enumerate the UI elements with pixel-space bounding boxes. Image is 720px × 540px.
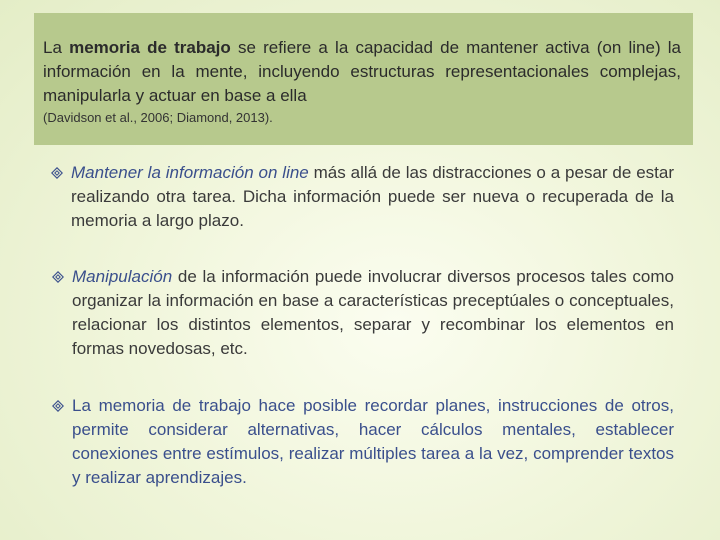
definition-term: memoria de trabajo — [69, 38, 231, 57]
bullet-text: más allá de las distracciones o a pesar de estar realizando otra tarea. Dicha información puede ser nueva o recuperada de la memoria a largo plazo. — [71, 163, 674, 230]
definition-intro: La — [43, 38, 70, 57]
diamond-bullet-icon — [51, 167, 63, 179]
bullet-text: de la información puede involucrar diversos procesos tales como organizar la información en base a características preceptúales o conceptuales, relacionar los distintos elementos, separar y recombinar los elementos en formas novedosas, etc. — [72, 267, 674, 358]
definition-text: se refiere a la capacidad de mantener activa (on line) la información en la mente, incluyendo estructuras representacionales complejas, manipularla y actuar en base a ella — [43, 38, 681, 105]
bullet-lead: Manipulación — [72, 267, 173, 286]
diamond-bullet-icon — [52, 400, 64, 412]
bullet-text: La memoria de trabajo hace posible recordar planes, instrucciones de otros, permite considerar alternativas, hacer cálculos mentales, establecer conexiones entre estímulos, realizar múltiples tarea a la vez, comprender textos y realizar aprendizajes. — [72, 396, 674, 487]
bullet-lead: Mantener la información on line — [71, 163, 309, 182]
bullet-item — [49, 394, 674, 490]
diamond-bullet-icon — [52, 271, 64, 283]
definition-box — [34, 13, 693, 145]
citation: (Davidson et al., 2006; Diamond, 2013). — [43, 110, 273, 125]
bullet-item — [48, 161, 674, 233]
bullet-item — [49, 265, 674, 361]
